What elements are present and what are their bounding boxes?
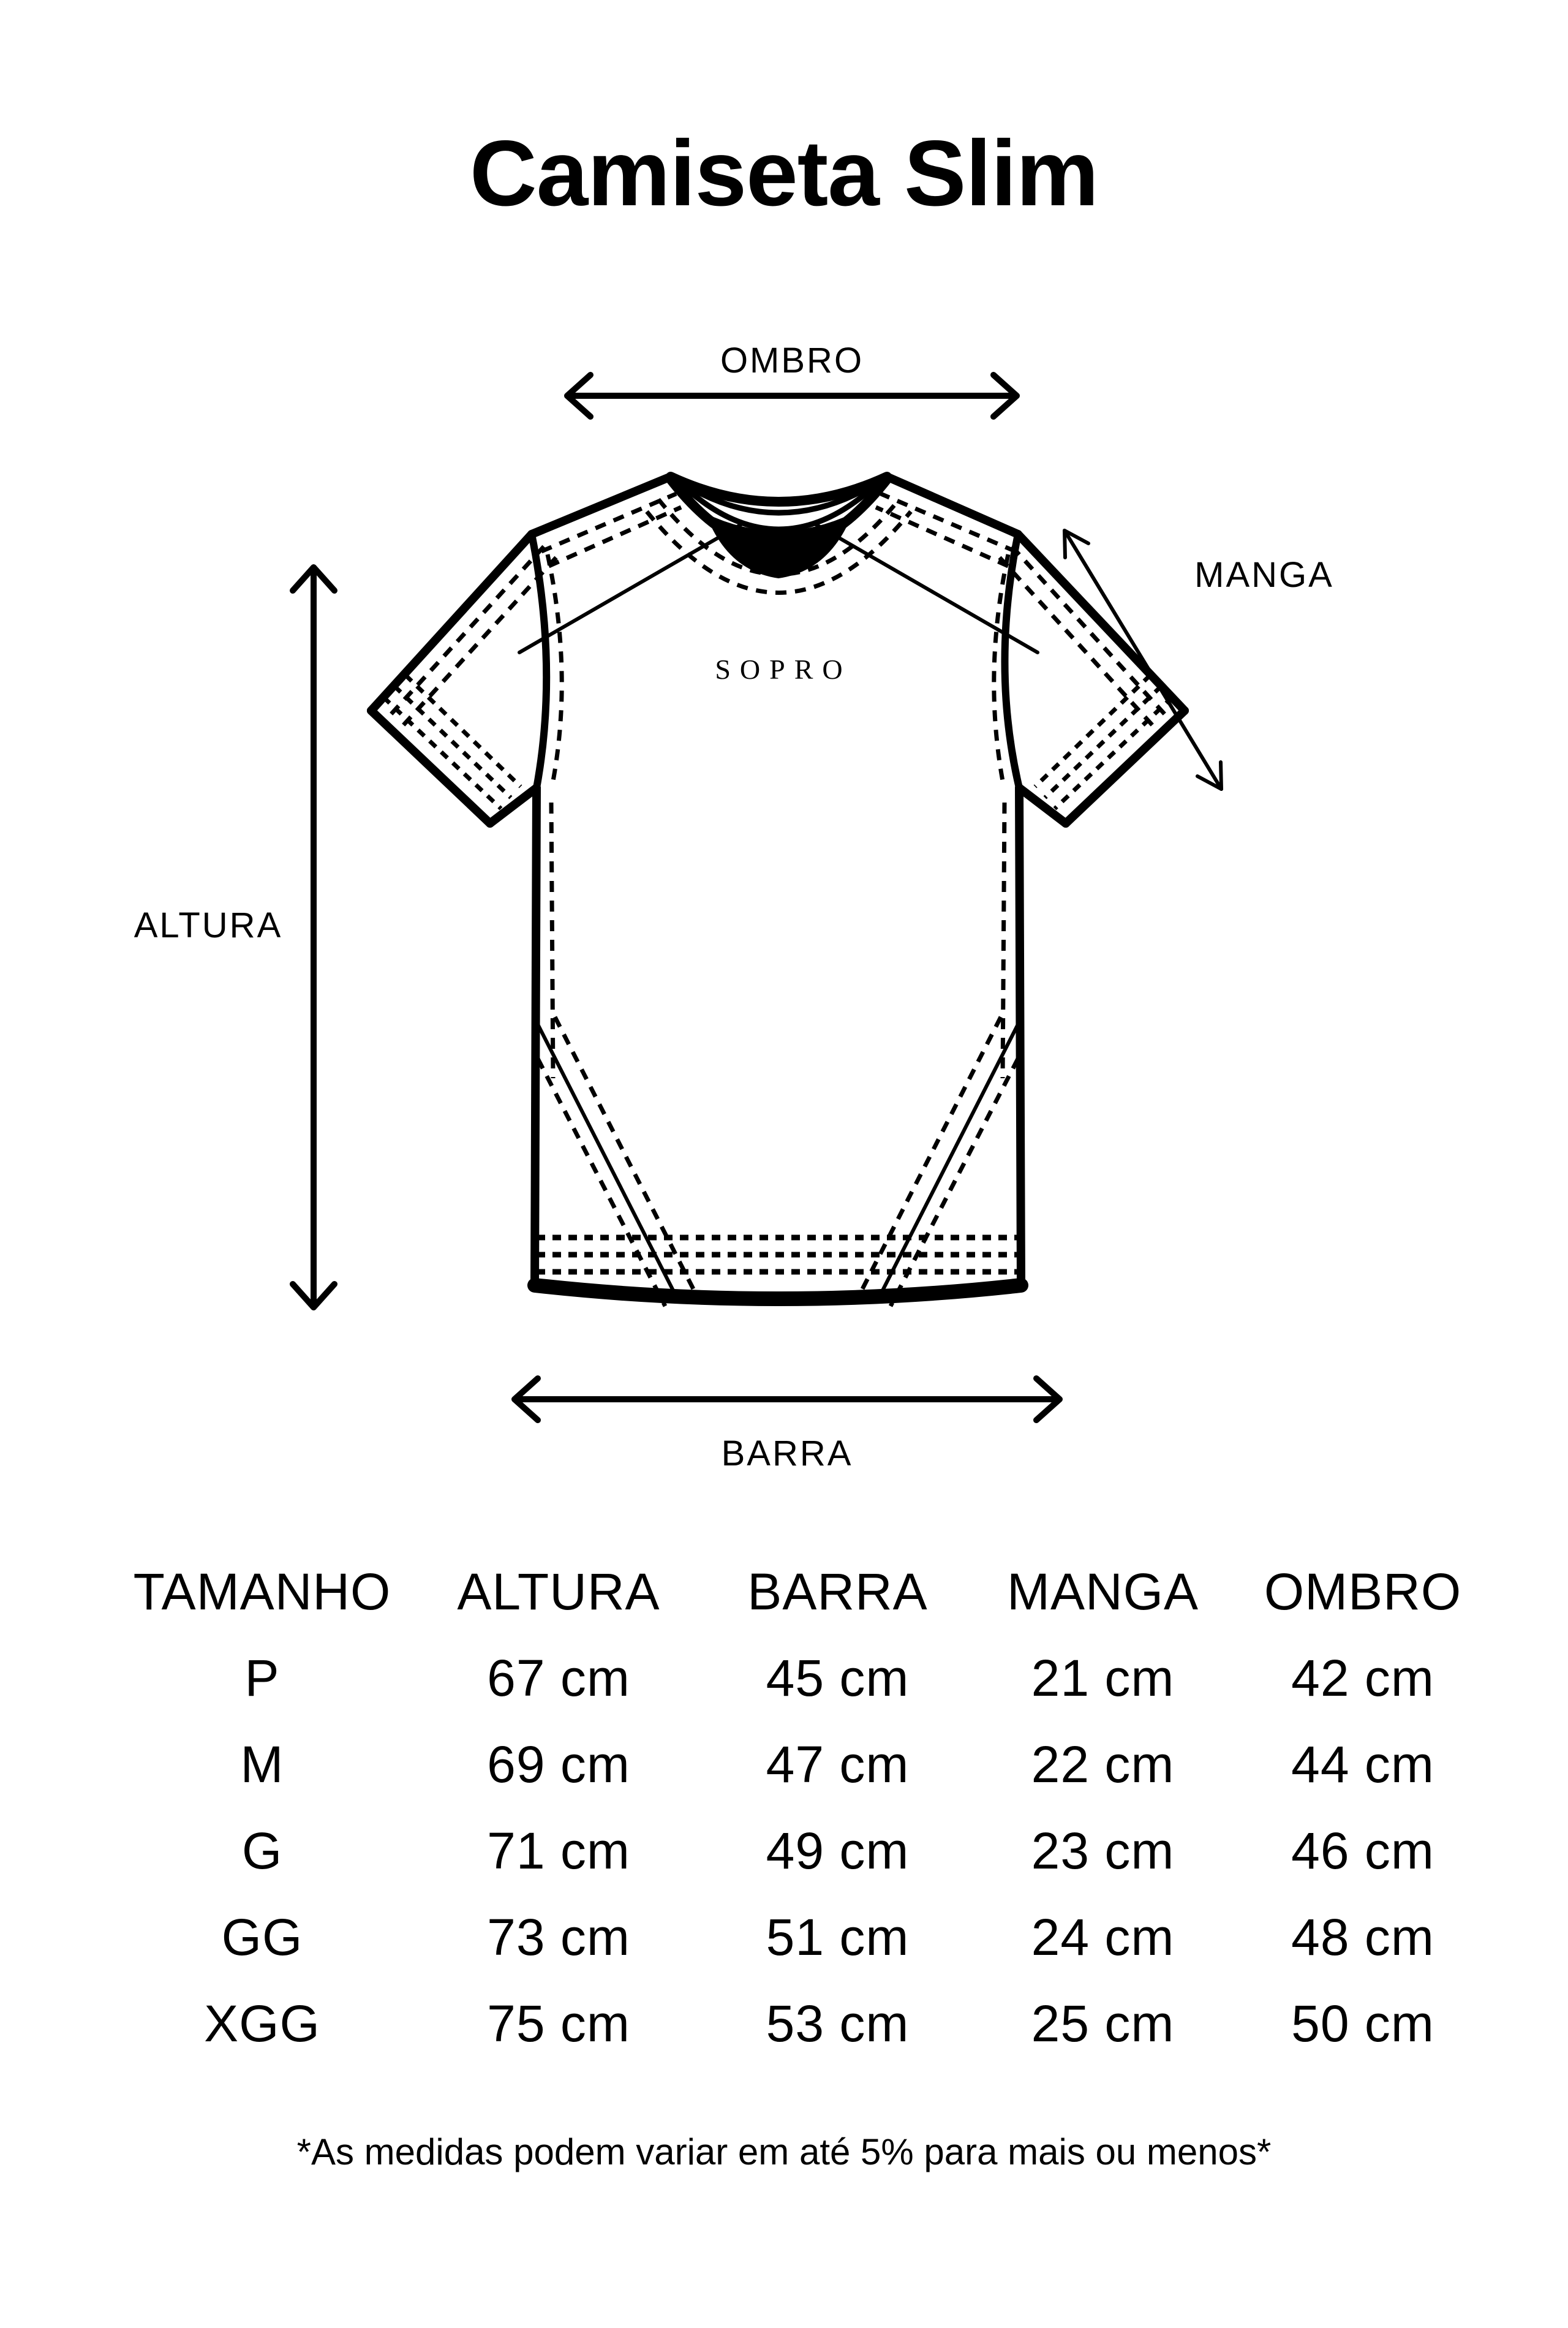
left-armhole-seam (532, 534, 546, 788)
barra-value: 45 cm (766, 1649, 910, 1707)
col-header-altura: ALTURA (457, 1563, 660, 1620)
table-row (110, 1635, 1492, 1721)
brand-logo-text: SOPRO (715, 654, 852, 685)
collar-outer-curve (671, 477, 887, 502)
tshirt-outline (371, 477, 1185, 1299)
barra-value: 53 cm (766, 1995, 910, 2052)
altura-arrow (293, 567, 334, 1307)
ombro-value: 48 cm (1291, 1908, 1434, 1966)
col-header-ombro: OMBRO (1264, 1563, 1462, 1620)
cuff-stitch-rows (383, 675, 1172, 809)
col-header-barra: BARRA (747, 1563, 928, 1620)
right-side-edge (1019, 788, 1021, 1285)
manga-label: MANGA (1194, 555, 1334, 595)
page-title: Camiseta Slim (469, 121, 1099, 225)
table-row (110, 1808, 1492, 1894)
left-side-edge (535, 788, 537, 1285)
manga-value: 23 cm (1031, 1822, 1175, 1880)
size-label: XGG (204, 1995, 320, 2052)
size-label: GG (221, 1908, 303, 1966)
ombro-value: 46 cm (1291, 1822, 1434, 1880)
right-sleeve-cuff (1066, 711, 1185, 823)
measurement-diagram (0, 319, 1568, 1513)
hem-stitch-rows (537, 1238, 1019, 1272)
size-label: G (241, 1822, 283, 1880)
ombro-value: 44 cm (1291, 1736, 1434, 1793)
right-sleeve-top (1018, 534, 1185, 711)
ombro-label: OMBRO (720, 341, 864, 380)
table-row (110, 1981, 1492, 2067)
bottom-diagonal-stitches (538, 1017, 1018, 1306)
altura-value: 71 cm (487, 1822, 630, 1880)
measurement-disclaimer: *As medidas podem variar em até 5% para mais ou menos* (296, 2131, 1272, 2172)
manga-value: 22 cm (1031, 1736, 1175, 1793)
right-bottom-diagonal-seam (877, 1024, 1018, 1301)
left-sleeve-cuff (371, 711, 490, 823)
barra-value: 47 cm (766, 1736, 910, 1793)
size-table (110, 1549, 1492, 2067)
altura-value: 67 cm (487, 1649, 630, 1707)
ombro-arrow (567, 375, 1017, 417)
barra-value: 49 cm (766, 1822, 910, 1880)
altura-value: 69 cm (487, 1736, 630, 1793)
barra-arrow (514, 1378, 1060, 1420)
right-yoke-seam (815, 524, 1038, 652)
manga-value: 25 cm (1031, 1995, 1175, 2052)
tshirt-technical-drawing (0, 319, 1568, 1513)
table-row (110, 1894, 1492, 1981)
col-header-tamanho: TAMANHO (133, 1563, 391, 1620)
construction-seams (519, 524, 1038, 1301)
size-table-header-row (110, 1549, 1492, 1635)
left-yoke-seam (519, 524, 742, 652)
size-label: M (240, 1736, 284, 1793)
altura-value: 75 cm (487, 1995, 630, 2052)
left-underarm (490, 788, 537, 823)
table-row (110, 1721, 1492, 1808)
barra-value: 51 cm (766, 1908, 910, 1966)
manga-value: 21 cm (1031, 1649, 1175, 1707)
left-bottom-diagonal-seam (538, 1024, 679, 1301)
barra-label: BARRA (721, 1434, 853, 1473)
bottom-hem-edge (535, 1285, 1021, 1299)
col-header-manga: MANGA (1006, 1563, 1199, 1620)
ombro-value: 50 cm (1291, 1995, 1434, 2052)
size-label: P (244, 1649, 280, 1707)
stitching (383, 494, 1172, 1306)
altura-label: ALTURA (134, 905, 283, 945)
ombro-value: 42 cm (1291, 1649, 1434, 1707)
left-sleeve-top (371, 534, 532, 711)
right-underarm (1019, 788, 1066, 823)
altura-value: 73 cm (487, 1908, 630, 1966)
right-armhole-seam (1005, 534, 1019, 788)
manga-value: 24 cm (1031, 1908, 1175, 1966)
side-seam-stitches (551, 803, 1005, 1078)
